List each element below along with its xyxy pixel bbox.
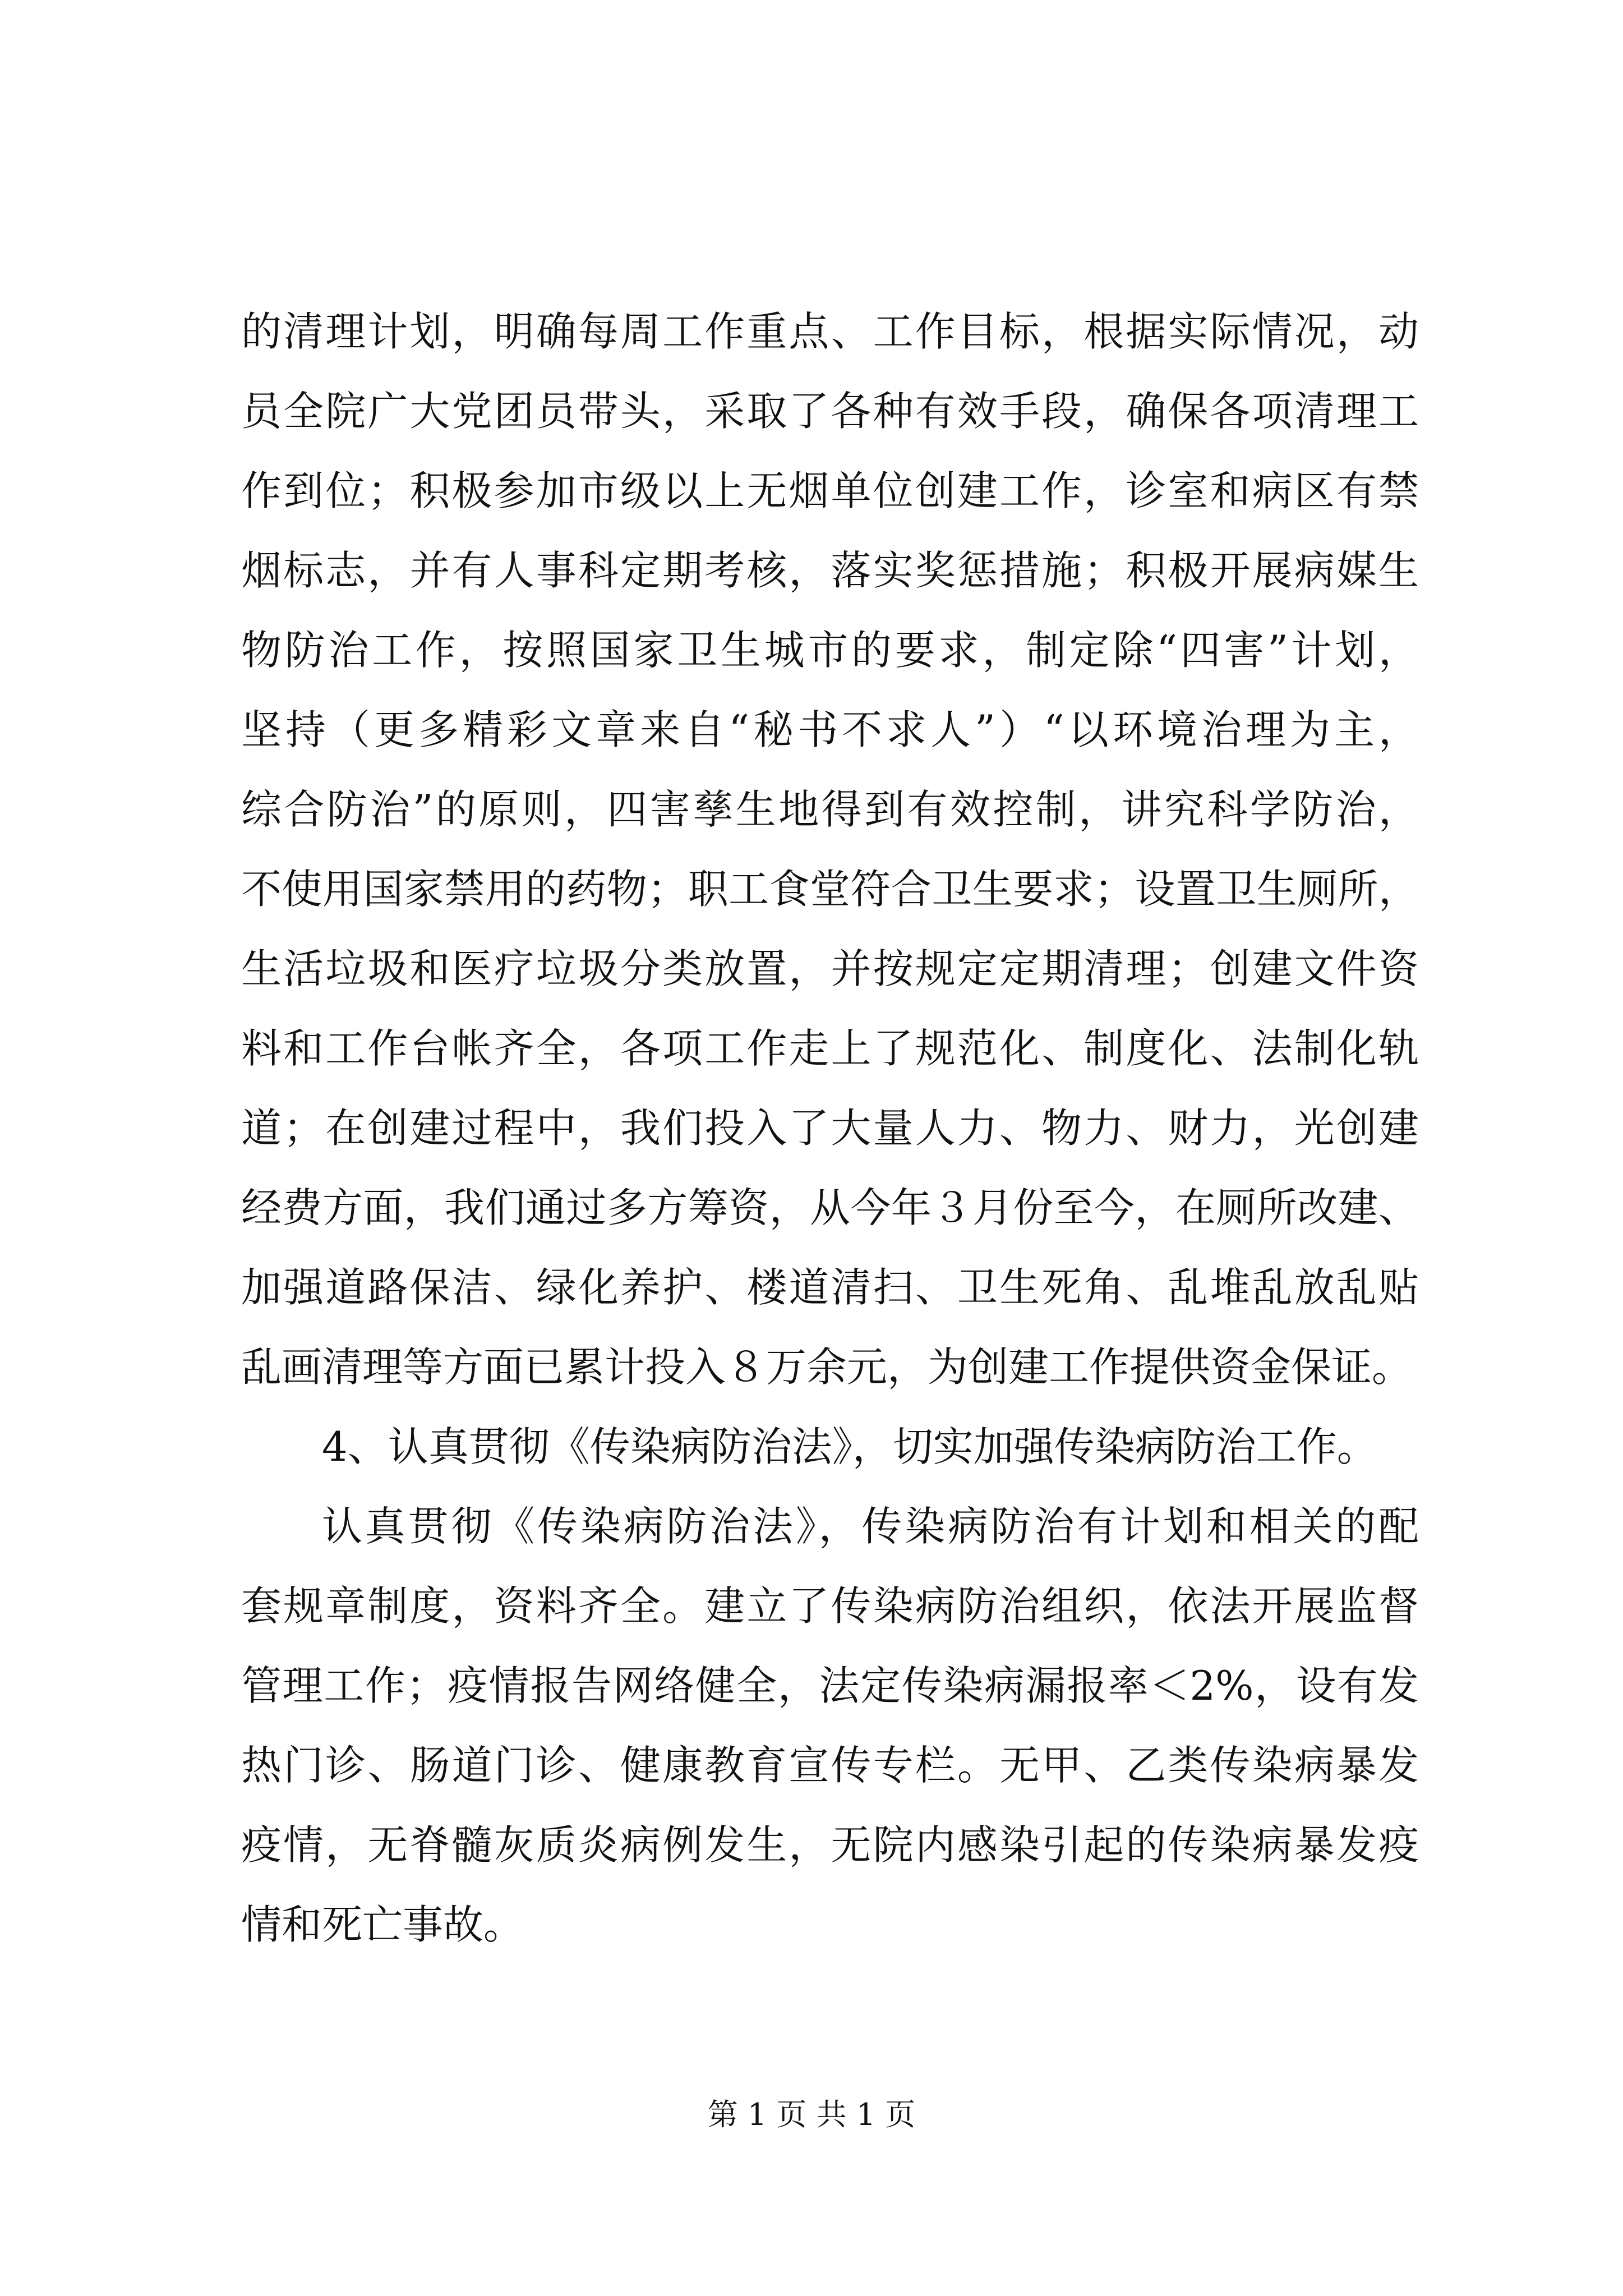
text-line: 不使用国家禁用的药物；职工食堂符合卫生要求；设置卫生厕所， [241,866,1419,913]
text-line: 乱画清理等方面已累计投入８万余元，为创建工作提供资金保证。 [241,1343,1413,1391]
text-line: 经费方面，我们通过多方筹资，从今年３月份至今，在厕所改建、 [241,1184,1419,1231]
section-heading: 4、认真贯彻《传染病防治法》，切实加强传染病防治工作。 [322,1423,1377,1470]
text-line: 生活垃圾和医疗垃圾分类放置，并按规定定期清理；创建文件资 [241,945,1419,992]
text-line: 疫情，无脊髓灰质炎病例发生，无院内感染引起的传染病暴发疫 [241,1821,1419,1869]
text-line: 的清理计划，明确每周工作重点、工作目标，根据实际情况，动 [241,308,1419,355]
text-line: 情和死亡事故。 [241,1901,524,1948]
text-line: 料和工作台帐齐全，各项工作走上了规范化、制度化、法制化轨 [241,1025,1419,1072]
text-line: 管理工作；疫情报告网络健全，法定传染病漏报率＜2%，设有发 [241,1662,1419,1709]
text-line: 认真贯彻《传染病防治法》，传染病防治有计划和相关的配 [322,1503,1419,1550]
text-line: 加强道路保洁、绿化养护、楼道清扫、卫生死角、乱堆乱放乱贴 [241,1264,1419,1311]
text-line: 热门诊、肠道门诊、健康教育宣传专栏。无甲、乙类传染病暴发 [241,1742,1419,1789]
text-line: 员全院广大党团员带头，采取了各种有效手段，确保各项清理工 [241,388,1419,435]
text-line: 坚持（更多精彩文章来自“秘书不求人”）“以环境治理为主， [241,706,1419,753]
text-line: 套规章制度，资料齐全。建立了传染病防治组织，依法开展监督 [241,1582,1419,1630]
text-line: 综合防治”的原则，四害孳生地得到有效控制，讲究科学防治， [241,786,1419,833]
text-line: 作到位；积极参加市级以上无烟单位创建工作，诊室和病区有禁 [241,467,1419,514]
text-line: 道；在创建过程中，我们投入了大量人力、物力、财力，光创建 [241,1105,1419,1152]
text-line: 烟标志，并有人事科定期考核，落实奖惩措施；积极开展病媒生 [241,547,1419,594]
body-text [241,292,1419,1964]
text-line: 物防治工作，按照国家卫生城市的要求，制定除“四害”计划， [241,627,1419,674]
page-footer: 第 1 页 共 1 页 [707,2097,916,2132]
